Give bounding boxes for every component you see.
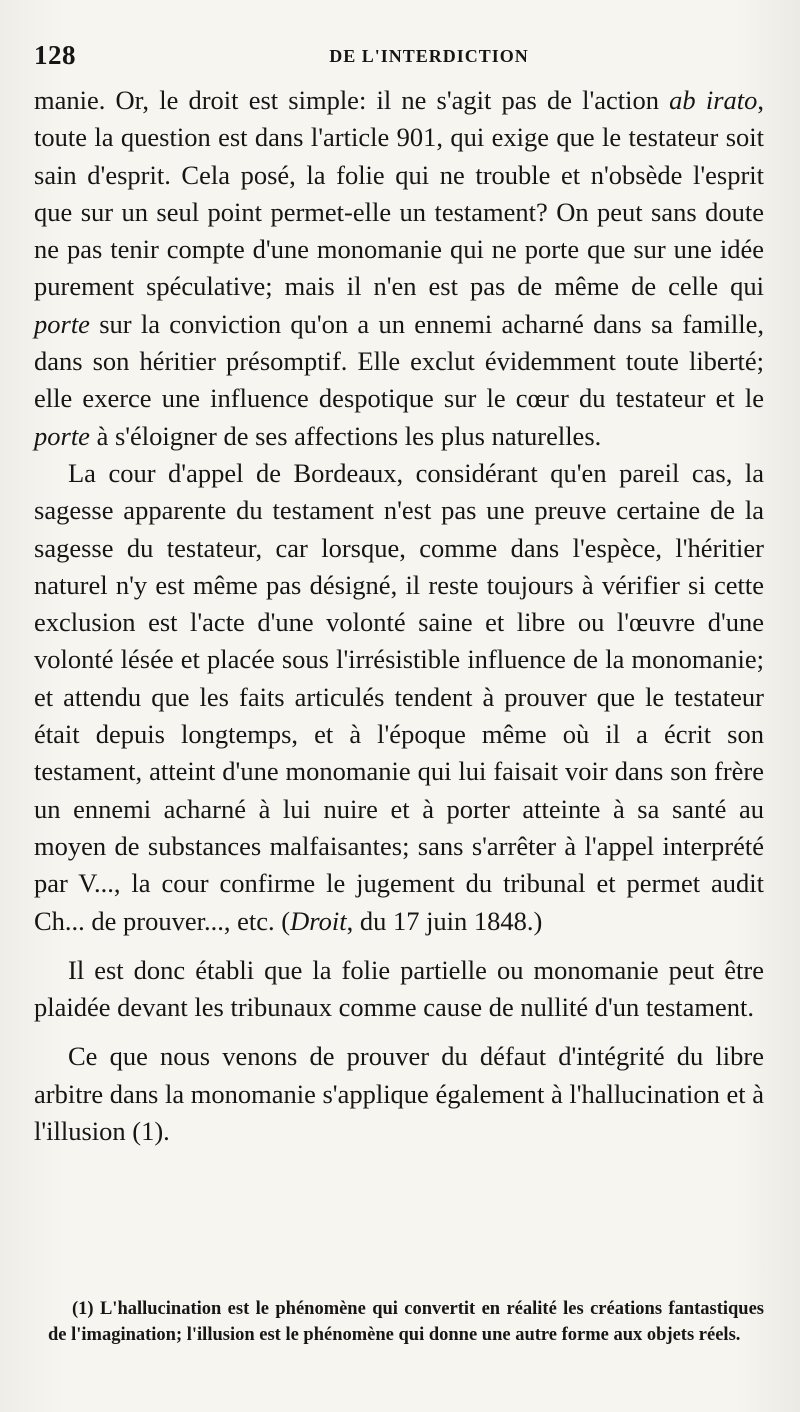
paragraph-4 <box>34 1038 764 1150</box>
italic-segment: porte <box>34 308 90 339</box>
footnote <box>48 1296 764 1348</box>
footnote-text: L'hallucination est le phénomène qui convertit en réalité les créations fantastiques de l'imagination; l'illusion est le phénomène qui donne une autre forme aux objets réels. <box>48 1299 765 1345</box>
paragraph-2 <box>34 455 764 940</box>
paragraph-3 <box>34 952 764 1027</box>
italic-segment: porte <box>34 420 90 451</box>
text-segment: , toute la question est dans l'article 901, qui exige que le testateur soit sain d'esprit. Cela posé, la folie qui ne trouble et n'obsède l'esprit que sur un seul point permet-elle un testament? On peut sans doute ne pas tenir compte d'une monomanie qui ne porte que sur une idée purement spéculative; mais il n'en est pas de même de celle qui <box>34 85 764 302</box>
footnote-marker: (1) <box>72 1299 94 1319</box>
body-text <box>34 82 764 1150</box>
text-segment: La cour d'appel de Bordeaux, considérant qu'en pareil cas, la sagesse apparente du testament n'est pas une preuve certaine de la sagesse du testateur, car lorsque, comme dans l'espèce, l'héritier naturel n'y est même pas désigné, il reste toujours à vérifier si cette exclusion est l'acte d'une volonté saine et libre ou l'œuvre d'une volonté lésée et placée sous l'irrésistible influence de la monomanie; et attendu que les faits articulés tendent à prouver que le testateur était depuis longtemps, et à l'époque même où il a écrit son testament, atteint d'une monomanie qui lui faisait voir dans son frère un ennemi acharné à lui nuire et à porter atteinte à sa santé au moyen de substances malfaisantes; sans s'arrêter à l'appel interprété par V..., la cour confirme le jugement du tribunal et permet audit Ch... de prouver..., etc. ( <box>34 457 764 936</box>
text-segment: manie. Or, le droit est simple: il ne s'agit pas de l'action <box>34 85 670 115</box>
page-number: 128 <box>34 40 76 70</box>
text-segment: Il est donc établi que la folie partielle ou monomanie peut être plaidée devant les tribunaux comme cause de nullité d'un testament. <box>34 954 764 1023</box>
text-segment: Ce que nous venons de prouver du défaut d'intégrité du libre arbitre dans la monomanie s'applique également à l'hallucination et à l'illusion (1). <box>34 1041 764 1147</box>
paragraph-1 <box>34 82 764 455</box>
running-title: DE L'INTERDICTION <box>329 46 529 66</box>
italic-segment: Droit <box>290 905 347 936</box>
running-head <box>34 40 764 74</box>
text-segment: à s'éloigner de ses affections les plus naturelles. <box>89 420 602 451</box>
text-segment: sur la conviction qu'on a un ennemi acharné dans sa famille, dans son héritier présomptif. Elle exclut évidemment toute liberté; elle exerce une influence despotique sur le cœur du testateur et le <box>34 308 764 414</box>
italic-segment: ab irato <box>669 85 758 115</box>
text-segment: , du 17 juin 1848.) <box>346 905 543 936</box>
